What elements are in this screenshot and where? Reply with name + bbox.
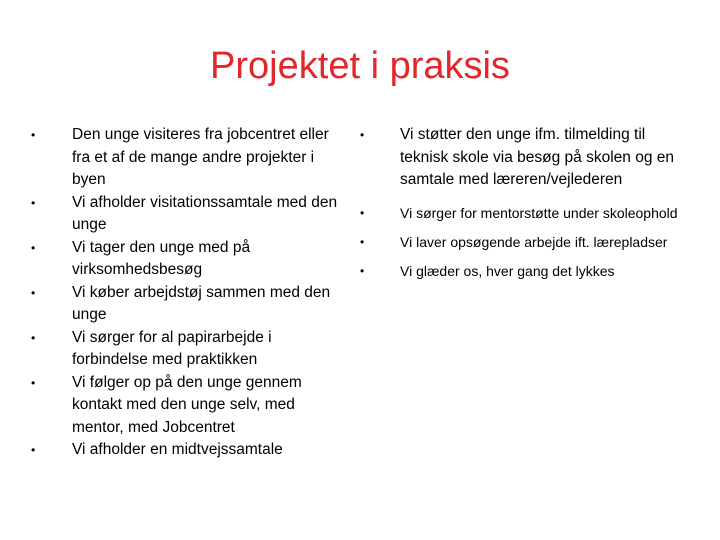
- list-item-text: Vi afholder visitationssamtale med den unge: [72, 193, 338, 233]
- list-item-text: Vi sørger for mentorstøtte under skoleophold: [400, 204, 678, 221]
- list-item: [31, 327, 346, 372]
- list-item-text: Vi køber arbejdstøj sammen med den unge: [72, 283, 331, 323]
- slide-title: Projektet i praksis: [210, 45, 510, 87]
- list-item-text: Den unge visiteres fra jobcentret eller fra et af de mange andre projekter i byen: [72, 126, 329, 188]
- left-bullet-list: [31, 124, 346, 462]
- bullet-icon: •: [31, 240, 36, 255]
- list-item: [360, 232, 685, 253]
- list-item-text: Vi laver opsøgende arbejde ift. lærepladser: [400, 233, 668, 250]
- bullet-icon: •: [31, 195, 36, 210]
- bullet-icon: •: [31, 285, 36, 300]
- bullet-icon: •: [31, 330, 36, 345]
- list-item: [360, 203, 685, 224]
- list-item: [31, 237, 346, 282]
- bullet-icon: •: [31, 443, 36, 457]
- list-item-text: Vi tager den unge med på virksomhedsbesøg: [72, 238, 251, 278]
- list-item-text: Vi sørger for al papirarbejde i forbindelse med praktikken: [72, 328, 272, 368]
- list-item: [360, 124, 685, 192]
- list-item: [31, 192, 346, 237]
- bullet-icon: •: [360, 263, 365, 278]
- list-item-text: Vi støtter den unge ifm. tilmelding til teknisk skole via besøg på skolen og en samtale med læreren/vejlederen: [400, 126, 674, 188]
- right-bullet-list: [360, 124, 685, 282]
- bullet-icon: •: [31, 128, 36, 142]
- list-item-text: Vi følger op på den unge gennem kontakt med den unge selv, med mentor, med Jobcentret: [72, 373, 302, 436]
- list-item-text: Vi afholder en midtvejssamtale: [72, 441, 283, 458]
- list-item-text: Vi glæder os, hver gang det lykkes: [400, 262, 615, 279]
- list-item: [360, 261, 685, 282]
- bullet-icon: •: [360, 128, 365, 142]
- list-item: [31, 124, 346, 192]
- bullet-icon: •: [360, 205, 365, 220]
- list-item: [31, 282, 346, 327]
- list-item: [31, 372, 346, 440]
- bullet-icon: •: [360, 234, 365, 249]
- bullet-icon: •: [31, 375, 36, 390]
- list-item: [31, 439, 346, 462]
